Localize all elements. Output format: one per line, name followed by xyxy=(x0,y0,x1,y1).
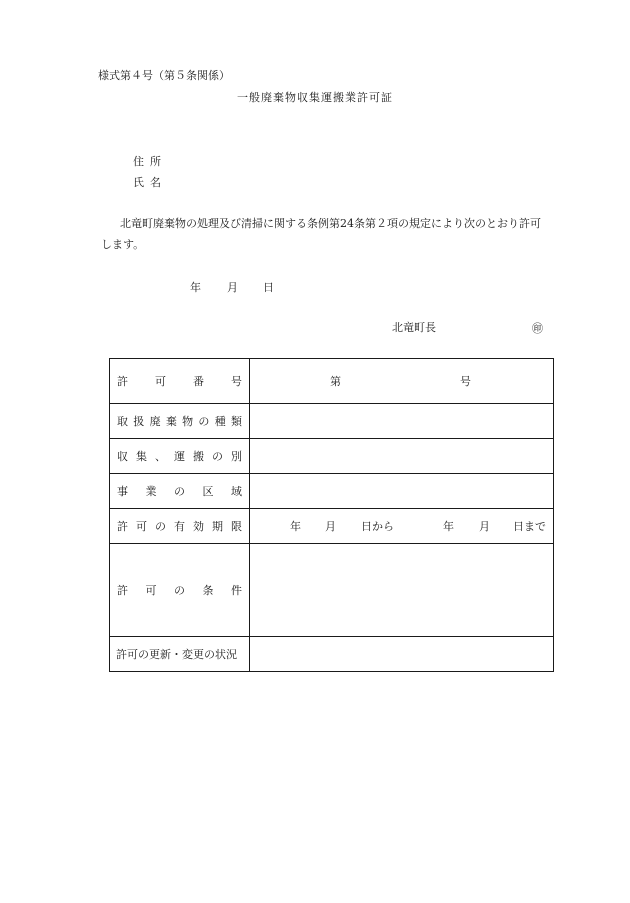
permit-table xyxy=(109,358,554,672)
table-row xyxy=(110,439,554,474)
issue-date-day: 日 xyxy=(263,281,274,294)
issue-date xyxy=(190,279,274,295)
changes-field[interactable] xyxy=(250,637,554,672)
business-area-field[interactable] xyxy=(250,474,554,509)
permit-number-prefix: 第 xyxy=(330,375,341,388)
seal-mark: ㊞ xyxy=(532,322,543,335)
conditions-field[interactable] xyxy=(250,544,554,637)
collection-type-label: 収集、運搬の別 xyxy=(110,439,250,474)
name-label: 氏名 xyxy=(133,176,167,189)
table-row xyxy=(110,509,554,544)
business-area-label: 事業の区域 xyxy=(110,474,250,509)
form-number: 様式第４号（第５条関係） xyxy=(98,69,230,82)
changes-label: 許可の更新・変更の状況 xyxy=(110,637,250,672)
address-label: 住所 xyxy=(133,155,167,168)
validity-to-year: 年 xyxy=(443,520,454,533)
waste-type-label: 取扱廃棄物の種類 xyxy=(110,404,250,439)
permit-number-field[interactable] xyxy=(250,359,554,404)
validity-to-day: 日まで xyxy=(513,520,546,533)
waste-type-field[interactable] xyxy=(250,404,554,439)
permit-number-label: 許可番号 xyxy=(110,359,250,404)
conditions-label: 許可の条件 xyxy=(110,544,250,637)
issue-date-year: 年 xyxy=(190,281,201,294)
table-row xyxy=(110,474,554,509)
document-title: 一般廃棄物収集運搬業許可証 xyxy=(237,91,393,104)
table-row xyxy=(110,637,554,672)
validity-from-year: 年 xyxy=(290,520,301,533)
table-row xyxy=(110,404,554,439)
validity-from-month: 月 xyxy=(325,520,336,533)
table-row xyxy=(110,544,554,637)
issue-date-month: 月 xyxy=(227,281,238,294)
table-row xyxy=(110,359,554,404)
validity-label: 許可の有効期限 xyxy=(110,509,250,544)
body-text-line-2: します。 xyxy=(101,238,145,251)
validity-from-day: 日から xyxy=(361,520,394,533)
issuer-name: 北竜町長 xyxy=(392,321,436,334)
permit-number-suffix: 号 xyxy=(460,375,471,388)
body-text-line-1: 北竜町廃棄物の処理及び清掃に関する条例第24条第２項の規定により次のとおり許可 xyxy=(120,217,541,230)
collection-type-field[interactable] xyxy=(250,439,554,474)
validity-field[interactable] xyxy=(250,509,554,544)
validity-to-month: 月 xyxy=(479,520,490,533)
